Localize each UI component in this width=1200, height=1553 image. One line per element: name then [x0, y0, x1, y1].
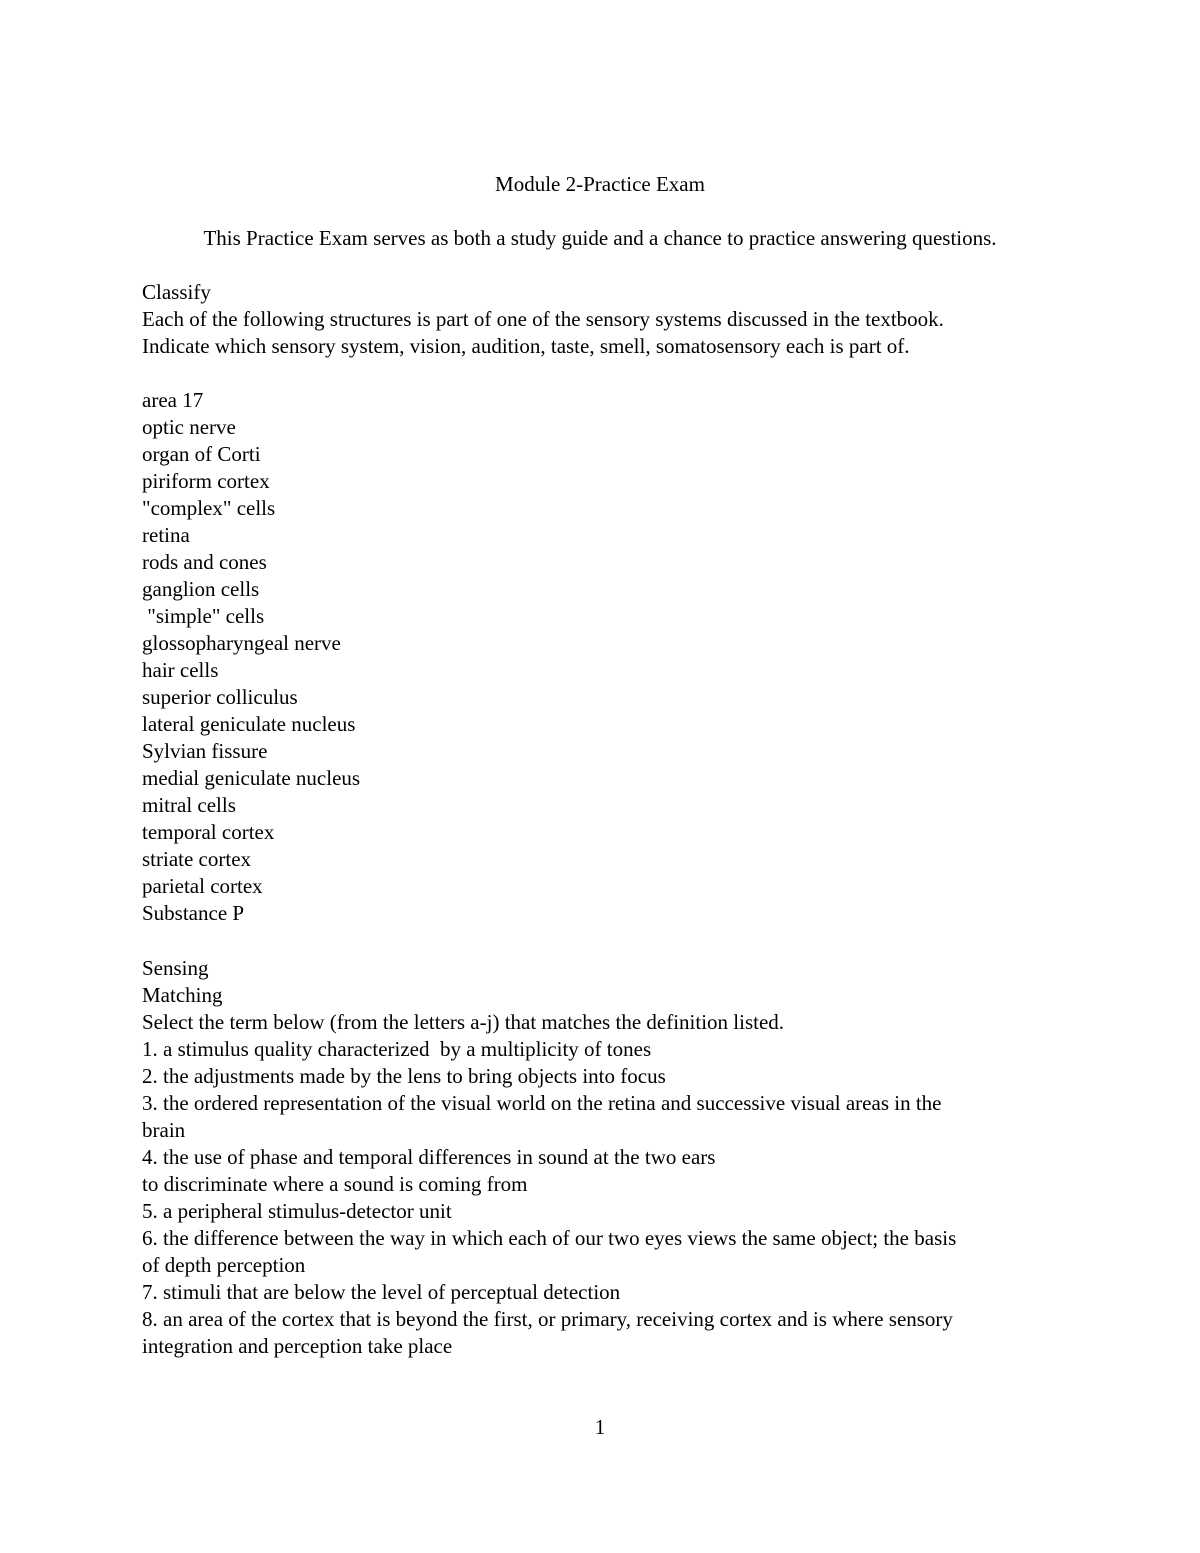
structure-item: ganglion cells — [142, 577, 260, 601]
classify-instruction-line: Indicate which sensory system, vision, audition, taste, smell, somatosensory each is part of. — [142, 334, 910, 358]
structure-item: rods and cones — [142, 550, 267, 574]
structure-item: "simple" cells — [142, 604, 265, 628]
structure-item: hair cells — [142, 658, 219, 682]
structure-item: organ of Corti — [142, 442, 261, 466]
classify-instruction-line: Each of the following structures is part of one of the sensory systems discussed in the textbook. — [142, 307, 944, 331]
sensing-heading: Sensing — [142, 956, 209, 980]
page-title: Module 2-Practice Exam — [495, 172, 705, 196]
structure-item: piriform cortex — [142, 469, 270, 493]
structure-item: striate cortex — [142, 847, 252, 871]
structure-item: lateral geniculate nucleus — [142, 712, 356, 736]
structure-item: Sylvian fissure — [142, 739, 268, 763]
matching-definition-line: 4. the use of phase and temporal differences in sound at the two ears — [142, 1145, 716, 1169]
classify-heading: Classify — [142, 280, 211, 304]
structure-item: "complex" cells — [142, 496, 276, 520]
classify-section — [142, 279, 1072, 360]
matching-instruction: Select the term below (from the letters a-j) that matches the definition listed. — [142, 1010, 785, 1034]
structure-list — [142, 387, 1072, 927]
matching-definition-line: of depth perception — [142, 1253, 306, 1277]
structure-item: temporal cortex — [142, 820, 275, 844]
structure-item: Substance P — [142, 901, 245, 925]
matching-definition-line: integration and perception take place — [142, 1334, 453, 1358]
structure-item: retina — [142, 523, 190, 547]
sensing-section — [142, 955, 1072, 1360]
matching-definition-line: 1. a stimulus quality characterized by a multiplicity of tones — [142, 1037, 652, 1061]
page-number: 1 — [594, 1415, 606, 1439]
matching-definition-line: 3. the ordered representation of the visual world on the retina and successive visual areas in the — [142, 1091, 942, 1115]
matching-definition-line: 7. stimuli that are below the level of perceptual detection — [142, 1280, 621, 1304]
matching-definition-line: 5. a peripheral stimulus-detector unit — [142, 1199, 452, 1223]
structure-item: superior colliculus — [142, 685, 298, 709]
matching-definition-line: 6. the difference between the way in which each of our two eyes views the same object; the basis — [142, 1226, 957, 1250]
structure-item: parietal cortex — [142, 874, 263, 898]
matching-subheading: Matching — [142, 983, 223, 1007]
intro-text: This Practice Exam serves as both a study guide and a chance to practice answering questions. — [203, 226, 997, 250]
matching-definition-line: brain — [142, 1118, 186, 1142]
matching-definition-line: to discriminate where a sound is coming from — [142, 1172, 528, 1196]
structure-item: optic nerve — [142, 415, 236, 439]
structure-item: glossopharyngeal nerve — [142, 631, 341, 655]
structure-item: medial geniculate nucleus — [142, 766, 361, 790]
structure-item: area 17 — [142, 388, 204, 412]
matching-definition-line: 8. an area of the cortex that is beyond the first, or primary, receiving cortex and is where sensory — [142, 1307, 953, 1331]
structure-item: mitral cells — [142, 793, 236, 817]
matching-definition-line: 2. the adjustments made by the lens to bring objects into focus — [142, 1064, 666, 1088]
